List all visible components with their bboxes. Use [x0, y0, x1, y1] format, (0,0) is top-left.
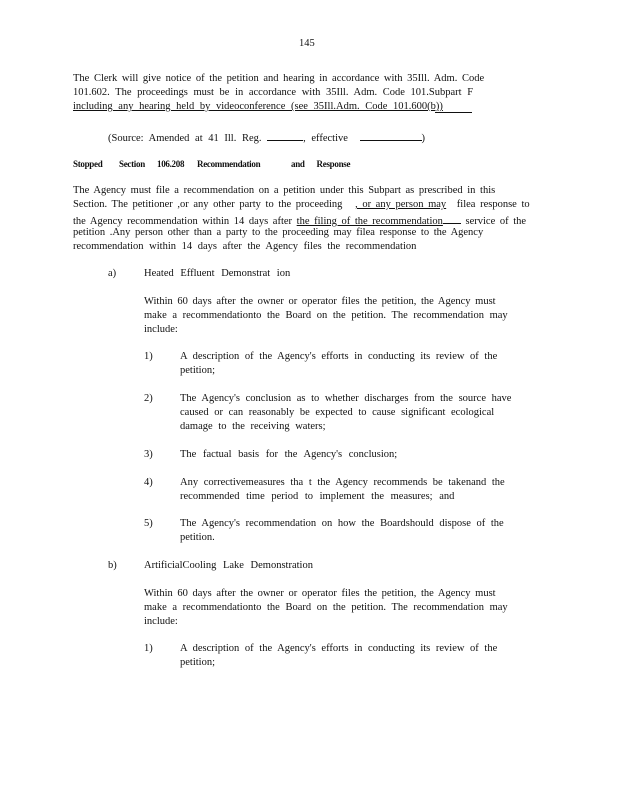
- item-a5-line2: petition.: [180, 532, 215, 543]
- para2-line3a: the Agency recommendation within 14 days after: [73, 216, 293, 227]
- subsection-b-intro-1: Within 60 days after the owner or operator files the petition, the Agency must: [144, 588, 496, 599]
- item-a4-num: 4): [144, 477, 153, 488]
- heading-stopped: Stopped: [73, 159, 103, 169]
- source-note-mid: , effective: [303, 133, 348, 144]
- page-number: 145: [299, 38, 315, 49]
- source-blank-2: [360, 129, 422, 141]
- item-a3-line1: The factual basis for the Agency's conclusion;: [180, 449, 398, 460]
- subsection-b-intro-2: make a recommendationto the Board on the petition. The recommendation may: [144, 602, 508, 613]
- item-a1-num: 1): [144, 351, 153, 362]
- subsection-a-label: a): [108, 268, 117, 279]
- heading-title-a: Recommendation: [197, 159, 261, 169]
- subsection-b-title: ArtificialCooling Lake Demonstration: [144, 560, 313, 571]
- para2-line3c: service of the: [465, 216, 527, 227]
- para2-line2c: filea response to: [456, 199, 530, 210]
- source-blank-1: [267, 129, 303, 141]
- para2-line2a: Section. The petitioner ,or any other party to the proceeding: [73, 199, 343, 210]
- subsection-a-title: Heated Effluent Demonstrat ion: [144, 268, 291, 279]
- item-a5-num: 5): [144, 518, 153, 529]
- para2-line4: petition .Any person other than a party to the proceeding may filea response to the Agency: [73, 227, 484, 238]
- para1-line3-text: including any hearing held by videoconference (see 35Ill.Adm. Code 101.600(b)): [73, 101, 443, 112]
- item-a1-line1: A description of the Agency's efforts in conducting its review of the: [180, 351, 498, 362]
- para1-line1: The Clerk will give notice of the petition and hearing in accordance with 35Ill. Adm. Code: [73, 73, 485, 84]
- para1-line2: 101.602. The proceedings must be in accordance with 35Ill. Adm. Code 101.Subpart F: [73, 87, 474, 98]
- underline-stub: [435, 112, 472, 113]
- item-b1-line1: A description of the Agency's efforts in conducting its review of the: [180, 643, 498, 654]
- para2-line3-blank: [443, 212, 461, 224]
- heading-number: 106.208: [157, 159, 185, 169]
- para2-line2b: , or any person may: [355, 199, 447, 210]
- item-a2-num: 2): [144, 393, 153, 404]
- item-a2-line3: damage to the receiving waters;: [180, 421, 326, 432]
- item-a5-line1: The Agency's recommendation on how the Boardshould dispose of the: [180, 518, 504, 529]
- item-a4-line1: Any correctivemeasures tha t the Agency recommends be takenand the: [180, 477, 505, 488]
- item-a1-line2: petition;: [180, 365, 215, 376]
- heading-title-b: and Response: [291, 159, 351, 169]
- source-note-prefix: (Source: Amended at 41 Ill. Reg.: [108, 133, 262, 144]
- source-note: [108, 129, 425, 146]
- para2-line5: recommendation within 14 days after the Agency files the recommendation: [73, 241, 417, 252]
- para2-line3b: the filing of the recommendation: [296, 216, 443, 227]
- item-b1-line2: petition;: [180, 657, 215, 668]
- item-b1-num: 1): [144, 643, 153, 654]
- subsection-a-intro-1: Within 60 days after the owner or operator files the petition, the Agency must: [144, 296, 496, 307]
- para1-line3: [73, 100, 443, 114]
- para2-line1: The Agency must file a recommendation on a petition under this Subpart as prescribed in this: [73, 185, 496, 196]
- subsection-a-intro-3: include:: [144, 324, 178, 335]
- subsection-b-label: b): [108, 560, 117, 571]
- item-a2-line1: The Agency's conclusion as to whether discharges from the source have: [180, 393, 512, 404]
- subsection-b-intro-3: include:: [144, 616, 178, 627]
- item-a4-line2: recommended time period to implement the measures; and: [180, 491, 455, 502]
- source-note-suffix: ): [421, 133, 426, 144]
- heading-section: Section: [119, 159, 145, 169]
- item-a3-num: 3): [144, 449, 153, 460]
- subsection-a-intro-2: make a recommendationto the Board on the petition. The recommendation may: [144, 310, 508, 321]
- para2-line2: [73, 198, 530, 212]
- item-a2-line2: caused or can reasonably be expected to cause significant ecological: [180, 407, 495, 418]
